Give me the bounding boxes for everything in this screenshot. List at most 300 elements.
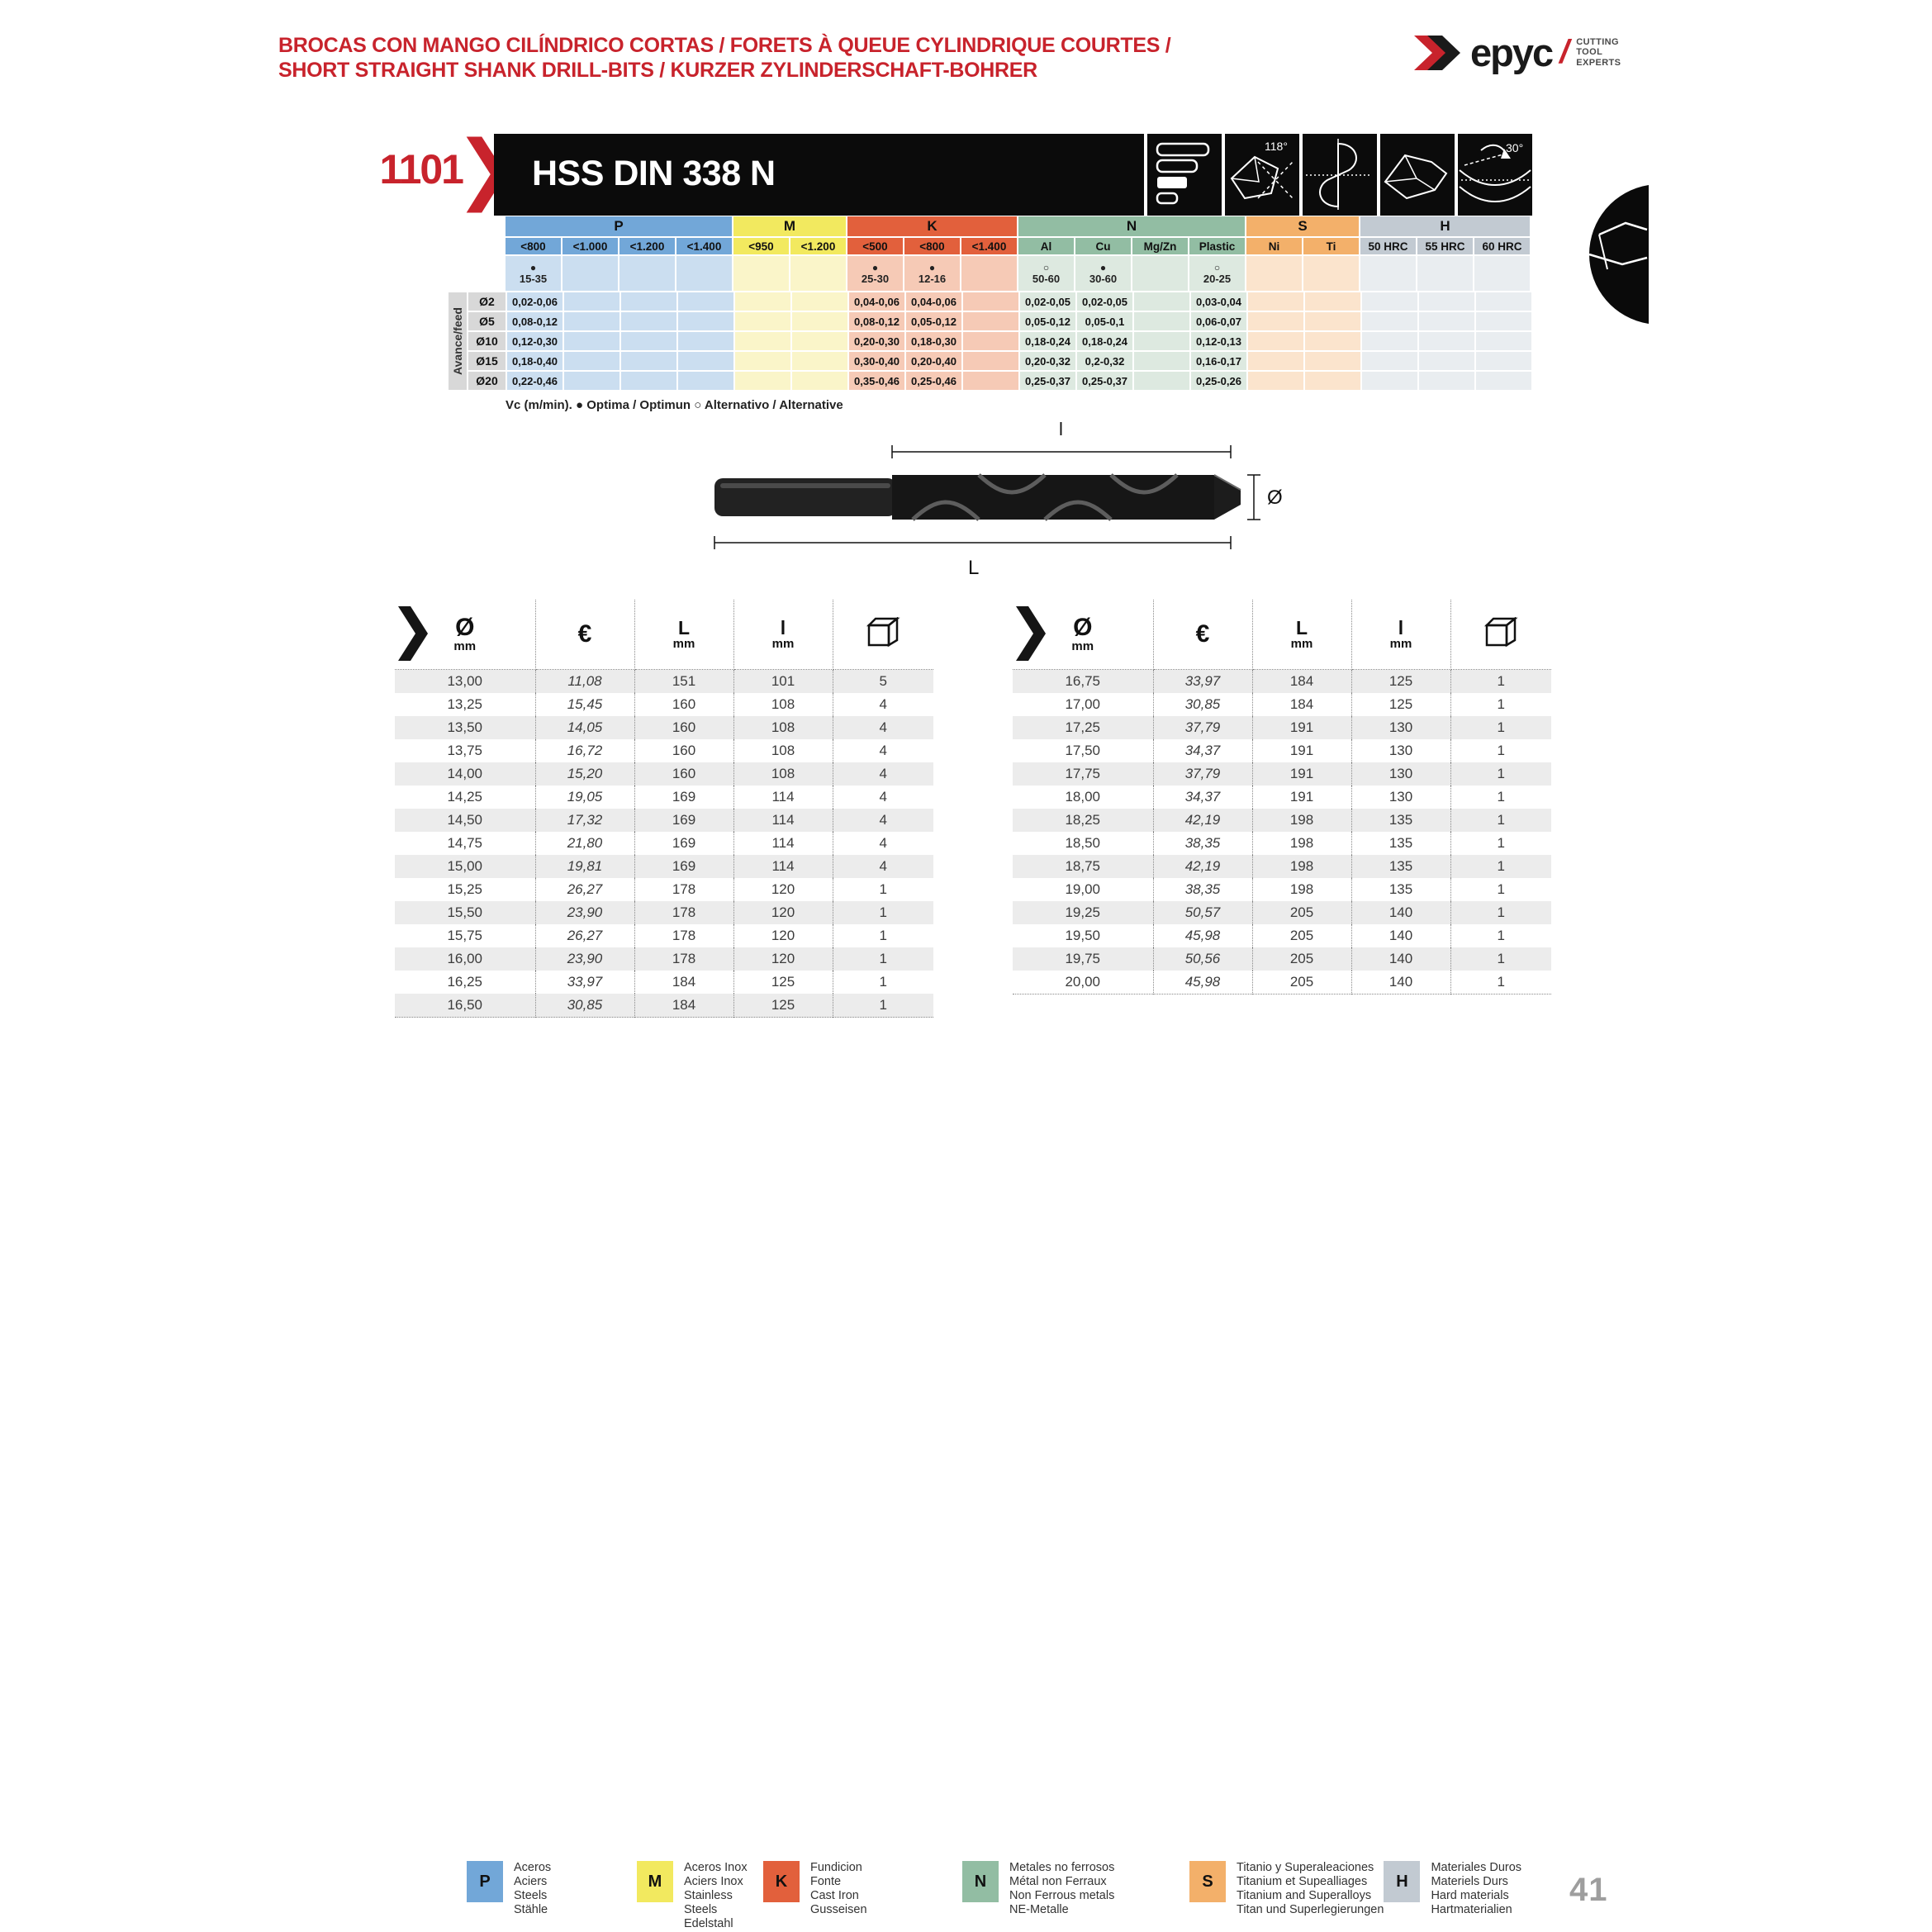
feed-value-cell — [1419, 332, 1474, 350]
price-cell: 38,35 — [1153, 832, 1252, 855]
feed-value-cell — [1248, 352, 1303, 370]
product-code: 1101 — [379, 146, 463, 192]
table-row — [395, 971, 933, 994]
feed-value-cell — [1305, 292, 1360, 311]
feed-value-cell — [1419, 292, 1474, 311]
page-edge-tab — [1574, 183, 1649, 325]
diameter-cell: 16,00 — [395, 947, 535, 971]
quantity-cell: 4 — [879, 789, 887, 805]
feed-value-cell: 0,25-0,26 — [1191, 372, 1246, 390]
legend-labels: Titanio y Superaleaciones Titanium et Supealliages Titanium and Superalloys Titan und Superlegierungen — [1237, 1861, 1384, 1916]
flute-length-cell: 130 — [1351, 786, 1450, 809]
logo-wordmark: epyc — [1470, 31, 1553, 74]
feed-value-cell: 0,20-0,32 — [1020, 352, 1075, 370]
feed-value-cell: 0,20-0,30 — [849, 332, 904, 350]
diameter-row-label: Ø15 — [468, 352, 506, 370]
feed-value-cell: 0,2-0,32 — [1077, 352, 1132, 370]
material-subcolumn-header: <1.400 — [676, 238, 732, 254]
flute-length-cell: 135 — [1351, 855, 1450, 878]
table-row — [1013, 693, 1551, 716]
table-row — [395, 994, 933, 1018]
flute-length-cell: 114 — [733, 832, 833, 855]
legend-labels: Metales no ferrosos Métal non Ferraux Non Ferrous metals NE-Metalle — [1009, 1861, 1115, 1916]
price-table-left-body — [395, 670, 933, 1018]
feed-value-cell — [1419, 372, 1474, 390]
price-cell: 17,32 — [535, 809, 634, 832]
feed-value-cell — [678, 372, 733, 390]
total-length-cell: 205 — [1252, 947, 1351, 971]
feed-value-cell — [792, 332, 847, 350]
feed-value-cell — [1305, 312, 1360, 330]
quantity-cell: 4 — [879, 696, 887, 712]
flute-length-cell: 114 — [733, 855, 833, 878]
feed-value-cell: 0,02-0,06 — [507, 292, 563, 311]
price-cell: 42,19 — [1153, 855, 1252, 878]
diameter-cell: 13,50 — [395, 716, 535, 739]
point-angle-icon — [1222, 134, 1296, 216]
feed-value-cell: 0,08-0,12 — [507, 312, 563, 330]
diameter-column-header: Ø mm — [1013, 600, 1153, 670]
table-row — [395, 670, 933, 694]
drill-bit-image — [714, 475, 1241, 520]
cutting-speed-cell — [1417, 256, 1473, 291]
feed-value-cell: 0,02-0,05 — [1020, 292, 1075, 311]
legend-color-box: H — [1384, 1861, 1420, 1902]
total-length-cell: 169 — [634, 786, 733, 809]
material-group-header: K — [847, 216, 1017, 236]
flute-length-cell: 108 — [733, 693, 833, 716]
table-row — [395, 901, 933, 924]
total-length-cell: 178 — [634, 901, 733, 924]
total-length-label: L — [968, 557, 980, 579]
quantity-cell: 4 — [879, 766, 887, 781]
feed-value-cell — [621, 372, 676, 390]
feed-value-cell: 0,12-0,13 — [1191, 332, 1246, 350]
feed-value-cell — [1134, 312, 1189, 330]
total-length-cell: 169 — [634, 855, 733, 878]
price-column-header: € — [1153, 600, 1252, 670]
flute-length-cell: 120 — [733, 901, 833, 924]
feed-value-cell: 0,18-0,24 — [1020, 332, 1075, 350]
flute-length-cell: 135 — [1351, 878, 1450, 901]
quantity-cell: 4 — [879, 835, 887, 851]
total-length-cell: 178 — [634, 947, 733, 971]
diameter-cell: 16,50 — [395, 994, 535, 1018]
total-length-cell: 151 — [634, 670, 733, 694]
table-row — [395, 878, 933, 901]
diameter-cell: 14,00 — [395, 762, 535, 786]
price-cell: 21,80 — [535, 832, 634, 855]
quantity-cell: 1 — [879, 904, 887, 920]
total-length-cell: 184 — [634, 971, 733, 994]
price-cell: 15,45 — [535, 693, 634, 716]
price-cell: 14,05 — [535, 716, 634, 739]
quantity-cell: 1 — [879, 974, 887, 990]
total-length-cell: 184 — [634, 994, 733, 1018]
price-cell: 45,98 — [1153, 924, 1252, 947]
feed-value-cell — [1134, 352, 1189, 370]
svg-text:30°: 30° — [1506, 141, 1524, 154]
total-length-cell: 205 — [1252, 924, 1351, 947]
diameter-cell: 18,50 — [1013, 832, 1153, 855]
flute-length-cell: 130 — [1351, 716, 1450, 739]
table-chevron-icon — [398, 606, 428, 661]
material-subcolumn-header: <1.200 — [619, 238, 675, 254]
page-title — [278, 33, 1170, 83]
table-row — [395, 762, 933, 786]
total-length-column-header: L mm — [634, 600, 733, 670]
price-table-right-body — [1013, 670, 1551, 994]
table-row — [1013, 971, 1551, 994]
flute-length-cell: 120 — [733, 947, 833, 971]
total-length-cell: 198 — [1252, 832, 1351, 855]
feed-value-cell — [735, 372, 790, 390]
feed-value-cell — [1134, 292, 1189, 311]
total-length-cell: 160 — [634, 762, 733, 786]
feed-value-cell: 0,04-0,06 — [849, 292, 904, 311]
feed-value-cell — [564, 352, 619, 370]
diameter-cell: 16,75 — [1013, 670, 1153, 694]
total-length-cell: 184 — [1252, 693, 1351, 716]
diameter-label: Ø — [1267, 487, 1283, 509]
legend-color-box: S — [1189, 1861, 1226, 1902]
legend-entry — [962, 1861, 1189, 1931]
diameter-cell: 17,50 — [1013, 739, 1153, 762]
feed-value-cell — [1134, 372, 1189, 390]
flute-length-cell: 140 — [1351, 947, 1450, 971]
feed-value-cell — [1248, 372, 1303, 390]
feed-value-cell — [621, 352, 676, 370]
cutting-speed-cell — [961, 256, 1017, 291]
table-row — [395, 924, 933, 947]
table-row — [1013, 809, 1551, 832]
cutting-speed-cell: ○ 50-60 — [1018, 256, 1074, 291]
feed-value-cell — [1362, 372, 1417, 390]
diameter-cell: 19,75 — [1013, 947, 1153, 971]
feed-value-cell: 0,25-0,37 — [1020, 372, 1075, 390]
flute-length-cell: 120 — [733, 924, 833, 947]
flute-length-cell: 125 — [733, 994, 833, 1018]
total-length-cell: 191 — [1252, 716, 1351, 739]
drill-bit-diagram — [702, 417, 1297, 591]
feed-value-cell — [678, 352, 733, 370]
quantity-cell: 1 — [1497, 789, 1505, 805]
feed-value-cell — [1419, 352, 1474, 370]
feed-value-cell — [963, 332, 1018, 350]
quantity-cell: 1 — [1497, 974, 1505, 990]
feed-value-cell: 0,06-0,07 — [1191, 312, 1246, 330]
cutting-speed-cell — [733, 256, 789, 291]
table-row — [1013, 878, 1551, 901]
quantity-cell: 4 — [879, 743, 887, 758]
material-subcolumn-header: <800 — [506, 238, 561, 254]
material-subcolumn-header: Ti — [1303, 238, 1359, 254]
table-row — [395, 716, 933, 739]
flute-length-cell: 140 — [1351, 901, 1450, 924]
legend-labels: Aceros Aciers Steels Stähle — [514, 1861, 552, 1916]
feed-value-cell — [1476, 312, 1531, 330]
brand-logo — [1414, 30, 1621, 75]
page-number: 41 — [1569, 1872, 1608, 1908]
quantity-cell: 1 — [1497, 812, 1505, 828]
feed-value-cell — [1305, 372, 1360, 390]
feed-value-cell — [564, 372, 619, 390]
cutting-speed-cell — [1360, 256, 1416, 291]
material-subcolumn-header: 60 HRC — [1474, 238, 1530, 254]
price-cell: 34,37 — [1153, 786, 1252, 809]
feed-value-cell: 0,02-0,05 — [1077, 292, 1132, 311]
diameter-row-label: Ø20 — [468, 372, 506, 390]
feed-value-cell — [1248, 332, 1303, 350]
legend-entry — [467, 1861, 637, 1931]
logo-tagline: CUTTING TOOL EXPERTS — [1576, 36, 1621, 68]
quantity-cell: 1 — [1497, 951, 1505, 966]
feed-value-cell — [678, 312, 733, 330]
diameter-cell: 15,25 — [395, 878, 535, 901]
feed-value-cell — [963, 292, 1018, 311]
feed-value-cell — [564, 332, 619, 350]
price-cell: 50,56 — [1153, 947, 1252, 971]
feed-value-cell — [1362, 292, 1417, 311]
feed-value-cell: 0,30-0,40 — [849, 352, 904, 370]
quantity-cell: 1 — [1497, 743, 1505, 758]
material-subcolumn-header: Al — [1018, 238, 1074, 254]
total-length-cell: 184 — [1252, 670, 1351, 694]
feed-value-cell: 0,20-0,40 — [906, 352, 961, 370]
cutting-speed-cell — [790, 256, 846, 291]
feed-value-cell: 0,35-0,46 — [849, 372, 904, 390]
diameter-cell: 17,25 — [1013, 716, 1153, 739]
feed-value-cell — [963, 352, 1018, 370]
price-table-header-row — [1013, 600, 1551, 670]
package-box-icon — [1483, 617, 1518, 648]
cutting-speed-cell — [676, 256, 732, 291]
material-subcolumn-header: <500 — [847, 238, 903, 254]
flute-length-cell: 140 — [1351, 924, 1450, 947]
feed-value-cell: 0,12-0,30 — [507, 332, 563, 350]
cutting-speed-cell — [1474, 256, 1530, 291]
legend-labels: Fundicion Fonte Cast Iron Gusseisen — [810, 1861, 867, 1916]
total-length-cell: 191 — [1252, 739, 1351, 762]
table-row — [395, 739, 933, 762]
table-row — [1013, 670, 1551, 694]
legend-color-box: P — [467, 1861, 503, 1902]
feed-value-cell — [735, 332, 790, 350]
table-chevron-icon — [1016, 606, 1046, 661]
materials-legend — [467, 1861, 1521, 1931]
total-length-cell: 205 — [1252, 971, 1351, 994]
feed-value-cell — [1305, 332, 1360, 350]
diameter-cell: 14,25 — [395, 786, 535, 809]
material-subcolumn-header: <800 — [904, 238, 960, 254]
diameter-cell: 14,75 — [395, 832, 535, 855]
material-subcolumn-header: <1.000 — [563, 238, 618, 254]
price-cell: 37,79 — [1153, 762, 1252, 786]
price-cell: 15,20 — [535, 762, 634, 786]
total-length-cell: 178 — [634, 924, 733, 947]
total-length-cell: 198 — [1252, 878, 1351, 901]
total-length-cell: 169 — [634, 809, 733, 832]
material-subcolumn-header: <1.400 — [961, 238, 1017, 254]
table-row — [395, 809, 933, 832]
flute-length-cell: 108 — [733, 716, 833, 739]
quantity-cell: 4 — [879, 858, 887, 874]
cutting-speed-cell — [619, 256, 675, 291]
quantity-cell: 1 — [1497, 928, 1505, 943]
quantity-cell: 1 — [1497, 696, 1505, 712]
feed-value-cell — [1476, 332, 1531, 350]
flute-length-cell: 130 — [1351, 739, 1450, 762]
total-length-cell: 160 — [634, 693, 733, 716]
diameter-cell: 14,50 — [395, 809, 535, 832]
material-subcolumn-header: Plastic — [1189, 238, 1245, 254]
cutting-speed-cell: ○ 20-25 — [1189, 256, 1245, 291]
quantity-cell: 1 — [1497, 881, 1505, 897]
flute-length-cell: 108 — [733, 762, 833, 786]
svg-text:118°: 118° — [1265, 140, 1288, 153]
quantity-cell: 4 — [879, 719, 887, 735]
price-cell: 16,72 — [535, 739, 634, 762]
feed-value-cell — [621, 312, 676, 330]
material-subcolumn-header: Ni — [1246, 238, 1302, 254]
helix-angle-icon — [1455, 134, 1532, 216]
feed-value-cell — [792, 292, 847, 311]
package-box-icon — [866, 617, 900, 648]
feed-value-cell — [1248, 312, 1303, 330]
material-subcolumn-header: Cu — [1075, 238, 1131, 254]
quantity-cell: 1 — [1497, 904, 1505, 920]
diameter-cell: 17,75 — [1013, 762, 1153, 786]
material-subcolumn-header: <1.200 — [790, 238, 846, 254]
total-length-cell: 160 — [634, 739, 733, 762]
legend-entry — [1384, 1861, 1521, 1931]
material-group-header: H — [1360, 216, 1530, 236]
quantity-cell: 1 — [1497, 673, 1505, 689]
diameter-cell: 19,25 — [1013, 901, 1153, 924]
diameter-cell: 13,25 — [395, 693, 535, 716]
feed-value-cell: 0,25-0,37 — [1077, 372, 1132, 390]
cutting-speed-cell — [1132, 256, 1188, 291]
feed-value-cell — [1362, 352, 1417, 370]
table-row — [395, 855, 933, 878]
price-cell: 33,97 — [535, 971, 634, 994]
feed-value-cell — [792, 352, 847, 370]
table-row — [395, 693, 933, 716]
price-cell: 19,81 — [535, 855, 634, 878]
table-row — [395, 832, 933, 855]
material-group-header: M — [733, 216, 846, 236]
flute-length-cell: 108 — [733, 739, 833, 762]
feed-value-cell: 0,18-0,30 — [906, 332, 961, 350]
cutting-speed-cell: ● 30-60 — [1075, 256, 1131, 291]
flute-length-cell: 114 — [733, 786, 833, 809]
feed-value-cell: 0,25-0,46 — [906, 372, 961, 390]
feed-value-cell: 0,05-0,1 — [1077, 312, 1132, 330]
price-cell: 23,90 — [535, 901, 634, 924]
diameter-row-label: Ø5 — [468, 312, 506, 330]
diameter-cell: 13,75 — [395, 739, 535, 762]
feed-value-cell — [735, 352, 790, 370]
cutting-speed-cell — [563, 256, 618, 291]
price-cell: 30,85 — [1153, 693, 1252, 716]
material-subcolumn-header: 50 HRC — [1360, 238, 1416, 254]
material-group-header: S — [1246, 216, 1359, 236]
price-cell: 33,97 — [1153, 670, 1252, 694]
quantity-cell: 1 — [879, 928, 887, 943]
diameter-cell: 13,00 — [395, 670, 535, 694]
feed-value-cell — [564, 312, 619, 330]
price-cell: 38,35 — [1153, 878, 1252, 901]
flute-length-cell: 140 — [1351, 971, 1450, 994]
diameter-cell: 18,25 — [1013, 809, 1153, 832]
feed-value-cell — [1419, 312, 1474, 330]
quantity-cell: 1 — [1497, 858, 1505, 874]
logo-chevron-icon — [1414, 31, 1475, 75]
price-cell: 37,79 — [1153, 716, 1252, 739]
price-cell: 19,05 — [535, 786, 634, 809]
quantity-cell: 1 — [1497, 766, 1505, 781]
page-title-line2: SHORT STRAIGHT SHANK DRILL-BITS / KURZER ZYLINDERSCHAFT-BOHRER — [278, 59, 1037, 82]
total-length-cell: 205 — [1252, 901, 1351, 924]
diameter-cell: 18,75 — [1013, 855, 1153, 878]
legend-entry — [637, 1861, 763, 1931]
diameter-column-header: Ø mm — [395, 600, 535, 670]
table-row — [1013, 739, 1551, 762]
cutting-speed-cell: ● 15-35 — [506, 256, 561, 291]
feed-value-cell — [963, 372, 1018, 390]
table-row — [1013, 855, 1551, 878]
flute-length-cell: 125 — [733, 971, 833, 994]
feed-value-cell — [1476, 372, 1531, 390]
price-cell: 34,37 — [1153, 739, 1252, 762]
price-cell: 23,90 — [535, 947, 634, 971]
table-row — [1013, 924, 1551, 947]
feed-value-cell: 0,22-0,46 — [507, 372, 563, 390]
flute-length-cell: 101 — [733, 670, 833, 694]
material-group-header: N — [1018, 216, 1245, 236]
flute-length-cell: 125 — [1351, 693, 1450, 716]
cutting-speed-cell — [1303, 256, 1359, 291]
table-row — [1013, 762, 1551, 786]
table-row — [395, 947, 933, 971]
price-cell: 45,98 — [1153, 971, 1252, 994]
total-length-cell: 198 — [1252, 855, 1351, 878]
price-cell: 50,57 — [1153, 901, 1252, 924]
cutting-speed-cell: ● 12-16 — [904, 256, 960, 291]
diameter-cell: 18,00 — [1013, 786, 1153, 809]
materials-table-header — [506, 216, 1530, 291]
feed-value-cell — [564, 292, 619, 311]
total-length-cell: 191 — [1252, 786, 1351, 809]
feed-value-cell: 0,04-0,06 — [906, 292, 961, 311]
legend-color-box: N — [962, 1861, 999, 1902]
flute-length-cell: 125 — [1351, 670, 1450, 694]
price-table-right — [1013, 600, 1555, 994]
logo-divider: / — [1556, 34, 1574, 70]
total-length-cell: 198 — [1252, 809, 1351, 832]
total-length-cell: 191 — [1252, 762, 1351, 786]
feed-value-cell: 0,16-0,17 — [1191, 352, 1246, 370]
diameter-cell: 19,50 — [1013, 924, 1153, 947]
price-cell: 11,08 — [535, 670, 634, 694]
price-cell: 26,27 — [535, 878, 634, 901]
drill-sizes-icon — [1144, 134, 1218, 216]
feed-value-cell — [1476, 292, 1531, 311]
diameter-cell: 20,00 — [1013, 971, 1153, 994]
feed-value-cell — [621, 332, 676, 350]
price-cell: 30,85 — [535, 994, 634, 1018]
table-row — [1013, 901, 1551, 924]
